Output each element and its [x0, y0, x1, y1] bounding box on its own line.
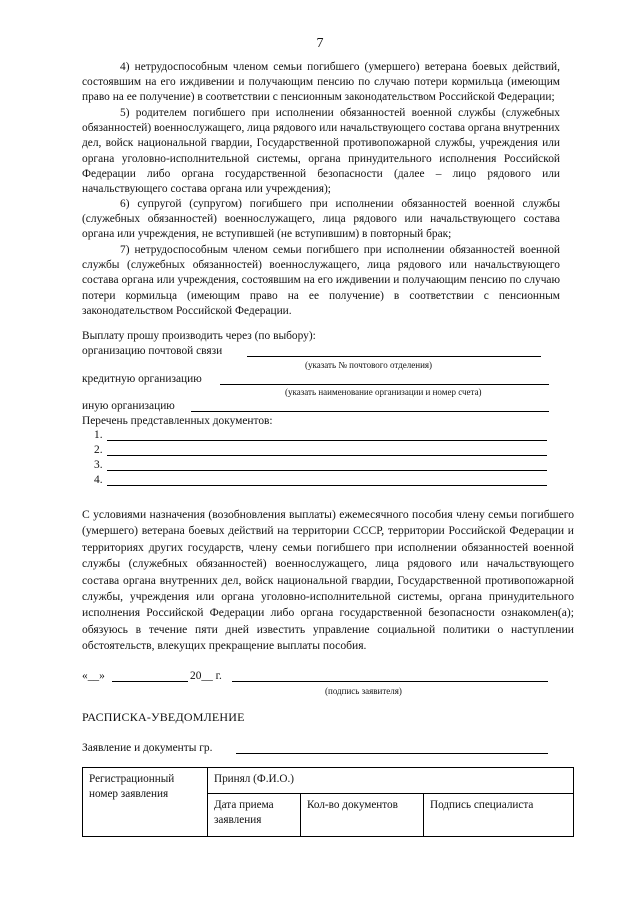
list-item-7: 7) нетрудоспособным членом семьи погибшего при исполнении обязанностей военной службы (служебных обязанностей) военнослужащего, лица рядового или начальствующего состава органа или учреждения, состоявшим на его иждивении и получающим пенсию по случаю потери кормильца (имеющим право на ее получение) в соответствии с пенсионным законодательством Российской Федерации.: [82, 244, 560, 317]
receipt-heading: РАСПИСКА-УВЕДОМЛЕНИЕ: [82, 710, 245, 724]
signature-field[interactable]: [232, 667, 548, 682]
other-org-field[interactable]: [191, 397, 549, 412]
date-received-cell: Дата приема заявления: [208, 794, 301, 837]
credit-org-field[interactable]: [220, 370, 549, 385]
document-number: 1.: [94, 429, 103, 441]
page-number: 7: [316, 36, 324, 51]
postal-label: организацию почтовой связи: [82, 345, 223, 357]
document-number: 3.: [94, 459, 103, 471]
other-org-label: иную организацию: [82, 400, 175, 412]
document-field[interactable]: [107, 441, 547, 456]
document-number: 2.: [94, 444, 103, 456]
list-item-6: 6) супругой (супругом) погибшего при исполнении обязанностей военной службы (служебных обязанностей) военнослужащего, лица рядового или начальствующего состава органа или учреждения, не вступившей (не вступившим) в повторный брак;: [82, 198, 560, 241]
receipt-name-field[interactable]: [236, 739, 548, 754]
consent-text: С условиями назначения (возобновления выплаты) ежемесячного пособия члену семьи погибшего (умершего) ветерана боевых действий на территории СССР, территории Российской Федерации и территориях других государств, члену семьи погибшего при исполнении обязанностей военной службы (служебных обязанностей) военнослужащего, лица рядового или начальствующего состава органа внутренних дел, войск национальной гвардии, Государственной противопожарной службы, учреждения или органа уголовно-исполнительной системы, органа принудительного исполнения Российской Федерации либо органа государственной безопасности ознакомлен(а); обязуюсь в течение пяти дней известить управление социальной политики о наступлении обстоятельств, влекущих прекращение выплаты пособия.: [82, 508, 574, 653]
receipt-statement-label: Заявление и документы гр.: [82, 742, 213, 754]
doc-count-cell: Кол-во документов: [301, 794, 424, 837]
accepted-cell: Принял (Ф.И.О.): [208, 768, 574, 794]
credit-label: кредитную организацию: [82, 373, 202, 385]
specialist-signature-cell: Подпись специалиста: [424, 794, 574, 837]
signature-year: 20__ г.: [190, 670, 222, 682]
reg-number-cell: Регистрационный номер заявления: [83, 768, 208, 837]
signature-month-field[interactable]: [112, 667, 188, 682]
credit-hint: (указать наименование организации и номер счета): [285, 387, 482, 397]
postal-hint: (указать № почтового отделения): [305, 360, 433, 370]
signature-hint: (подпись заявителя): [325, 686, 402, 696]
document-field[interactable]: [107, 471, 547, 486]
payment-intro: Выплату прошу производить через (по выбору):: [82, 330, 316, 342]
document-field[interactable]: [107, 456, 547, 471]
postal-office-field[interactable]: [247, 342, 541, 357]
signature-date-open: «__»: [82, 670, 105, 682]
list-item-5: 5) родителем погибшего при исполнении обязанностей военной службы (служебных обязанностей) военнослужащего, лица рядового или начальствующего состава органа внутренних дел, войск национальной гвардии, Государственной противопожарной службы, учреждения или органа уголовно-исполнительной системы, органа принудительного исполнения Российской Федерации либо органа государственной безопасности (далее – лицо рядового или начальствующего состава органа или учреждения);: [82, 107, 561, 196]
document-number: 4.: [94, 474, 103, 486]
document-field[interactable]: [107, 426, 547, 441]
documents-title: Перечень представленных документов:: [82, 415, 273, 427]
list-item-4: 4) нетрудоспособным членом семьи погибшего (умершего) ветерана боевых действий, состоявшим на его иждивении и получающим пенсию по случаю потери кормильца (имеющим право на ее получение) в соответствии с пенсионным законодательством Российской Федерации;: [82, 61, 560, 104]
registration-table: [82, 767, 574, 837]
